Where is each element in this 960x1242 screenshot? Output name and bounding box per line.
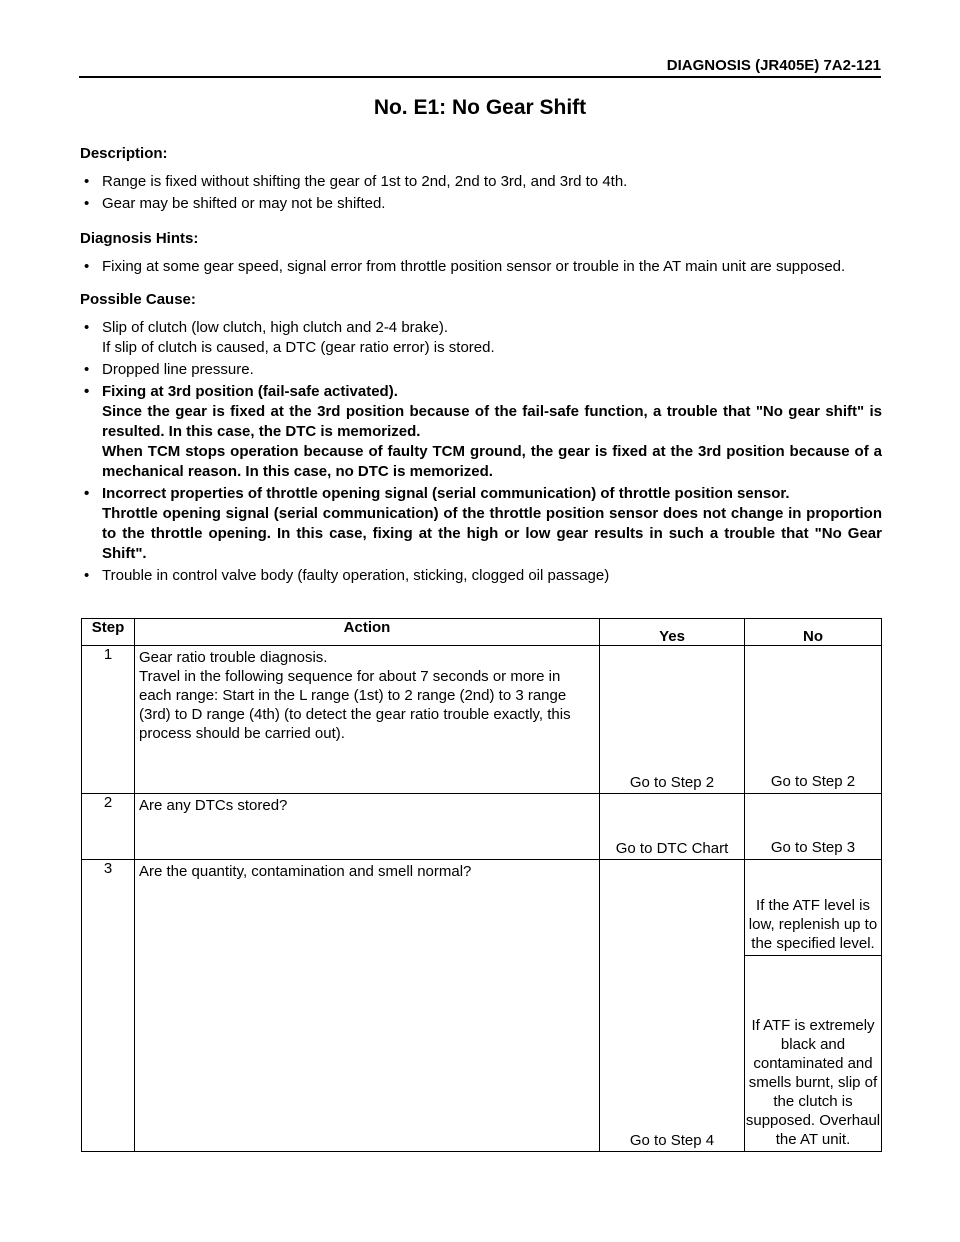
hints-heading: Diagnosis Hints: <box>80 230 199 247</box>
no-cell: If ATF is extremely black and contaminated and smells burnt, slip of the clutch is supposed. Overhaul the AT unit. <box>745 956 882 1152</box>
step-number: 2 <box>82 794 135 860</box>
list-item: • Fixing at 3rd position (fail-safe activated). Since the gear is fixed at the 3rd position because of the fail-safe function, a trouble that "No gear shift" is resulted. In this case, the DTC is memorized. When TCM stops operation because of faulty TCM ground, the gear is fixed at the 3rd position because of a mechanical reason. In this case, no DTC is memorized. <box>84 383 882 480</box>
header-action: Action <box>135 619 600 646</box>
table-row <box>82 794 882 860</box>
causes-section <box>80 291 882 588</box>
list-item: • Gear may be shifted or may not be shifted. <box>84 195 386 212</box>
description-heading: Description: <box>80 145 168 162</box>
header-no: No <box>745 619 882 646</box>
description-section <box>80 145 882 216</box>
action-cell: Gear ratio trouble diagnosis. Travel in the following sequence for about 7 seconds or more in each range: Start in the L range (1st) to 2 range (2nd) to 3 range (3rd) to D range (4th) (to detect the gear ratio trouble exactly, this process should be carried out). <box>135 646 600 794</box>
yes-cell: Go to Step 2 <box>600 646 745 794</box>
list-item: • Dropped line pressure. <box>84 361 254 378</box>
causes-heading: Possible Cause: <box>80 291 196 308</box>
hints-section <box>80 230 882 279</box>
list-item: • Range is fixed without shifting the gear of 1st to 2nd, 2nd to 3rd, and 3rd to 4th. <box>84 173 628 190</box>
no-cell: If the ATF level is low, replenish up to the specified level. <box>745 860 882 956</box>
table-row <box>82 646 882 794</box>
yes-cell: Go to Step 4 <box>600 860 745 1152</box>
list-item: • Trouble in control valve body (faulty operation, sticking, clogged oil passage) <box>84 567 610 584</box>
list-item: • Fixing at some gear speed, signal error from throttle position sensor or trouble in the AT main unit are supposed. <box>84 258 846 275</box>
header-yes: Yes <box>600 619 745 646</box>
header-step: Step <box>82 619 135 646</box>
diagnosis-table <box>81 618 882 1152</box>
table-header-row <box>82 619 882 646</box>
no-cell: Go to Step 3 <box>745 794 882 860</box>
step-number: 3 <box>82 860 135 1152</box>
action-cell: Are any DTCs stored? <box>135 794 600 860</box>
no-cell: Go to Step 2 <box>745 646 882 794</box>
list-item: • Slip of clutch (low clutch, high clutch and 2-4 brake). If slip of clutch is caused, a DTC (gear ratio error) is stored. <box>84 319 495 356</box>
page-title: No. E1: No Gear Shift <box>373 96 587 119</box>
step-number: 1 <box>82 646 135 794</box>
list-item: • Incorrect properties of throttle opening signal (serial communication) of throttle position sensor. Throttle opening signal (serial communication) of the throttle position sensor does not change in proportion to the throttle opening. In this case, fixing at the high or low gear results in such a trouble that "No Gear Shift". <box>84 485 882 562</box>
yes-cell: Go to DTC Chart <box>600 794 745 860</box>
page-header <box>79 56 881 78</box>
table-row <box>82 860 882 956</box>
action-cell: Are the quantity, contamination and smell normal? <box>135 860 600 1152</box>
header-text: DIAGNOSIS (JR405E) 7A2-121 <box>666 57 881 74</box>
